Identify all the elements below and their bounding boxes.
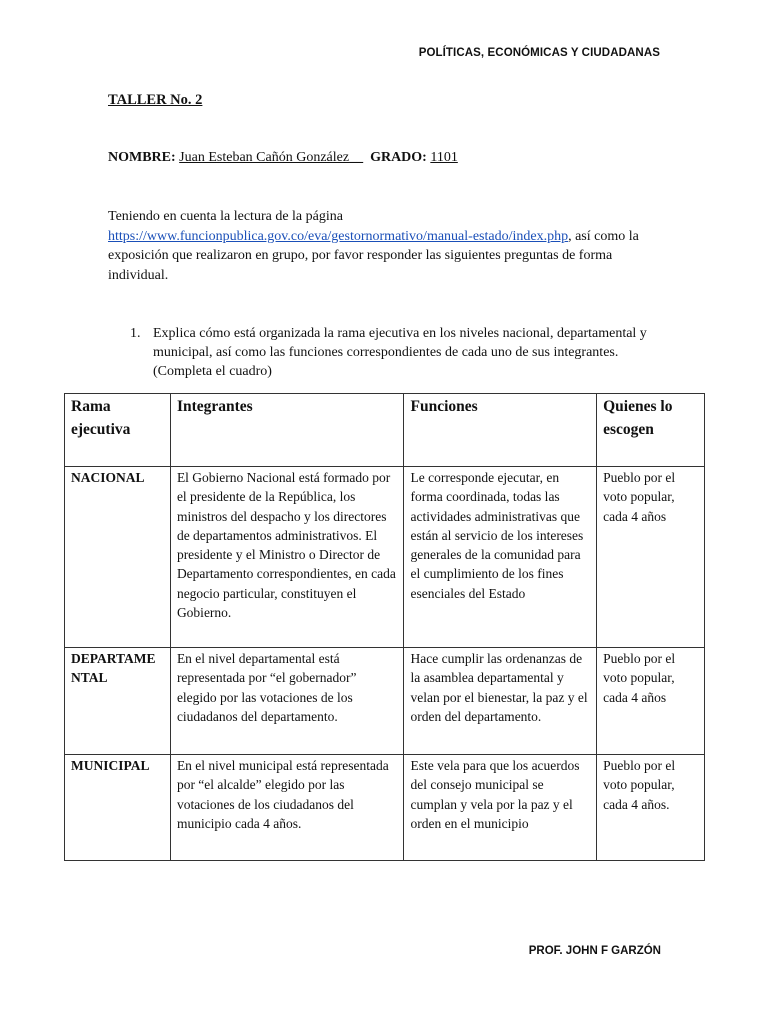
cell-rama: DEPARTAMENTAL (65, 648, 171, 755)
teacher-name: PROF. JOHN F GARZÓN (528, 945, 661, 957)
name-value: Juan Esteban Cañón González (179, 150, 350, 165)
header-rama: Rama ejecutiva (65, 394, 171, 467)
course-header: POLÍTICAS, ECONÓMICAS Y CIUDADANAS (418, 47, 660, 59)
cell-escogen: Pueblo por el voto popular, cada 4 años (597, 648, 705, 755)
instructions-paragraph (108, 207, 668, 285)
table-row (65, 467, 705, 648)
cell-escogen: Pueblo por el voto popular, cada 4 años (597, 467, 705, 648)
page-title: TALLER No. 2 (108, 92, 203, 108)
intro-text-end: , así como la exposición que realizaron en grupo, por favor responder las siguientes preguntas de forma individual. (108, 228, 639, 283)
header-integrantes: Integrantes (170, 394, 404, 467)
reference-link[interactable]: https://www.funcionpublica.gov.co/eva/gestornormativo/manual-estado/index.php (108, 228, 569, 244)
question-1 (130, 324, 670, 381)
question-number: 1. (130, 326, 141, 341)
cell-escogen: Pueblo por el voto popular, cada 4 años. (597, 755, 705, 861)
cell-rama: MUNICIPAL (65, 755, 171, 861)
grade-value: 1101 (430, 150, 458, 165)
grade-label: GRADO: (370, 150, 427, 165)
header-funciones: Funciones (404, 394, 597, 467)
cell-funciones: Hace cumplir las ordenanzas de la asamblea departamental y velan por el bienestar, la paz y el orden del departamento. (404, 648, 597, 755)
table-row (65, 755, 705, 861)
cell-integrantes: El Gobierno Nacional está formado por el presidente de la República, los ministros del despacho y los directores de departamentos administrativos. El presidente y el Ministro o Director de Departamento correspondientes, en cada negocio particular, constituyen el Gobierno. (170, 467, 404, 648)
ejecutiva-table (64, 393, 705, 861)
cell-rama: NACIONAL (65, 467, 171, 648)
table-header-row (65, 394, 705, 467)
cell-funciones: Le corresponde ejecutar, en forma coordinada, todas las actividades administrativas que están al servicio de los intereses generales de la comunidad para el cumplimiento de los fines esenciales del Estado (404, 467, 597, 648)
header-escogen: Quienes lo escogen (597, 394, 705, 467)
student-info: NOMBRE: Juan Esteban Cañón González__ GRADO: 1101 (108, 150, 458, 165)
table-row (65, 648, 705, 755)
intro-text-start: Teniendo en cuenta la lectura de la página (108, 209, 343, 224)
cell-integrantes: En el nivel departamental está representada por “el gobernador” elegido por las votaciones de los ciudadanos del departamento. (170, 648, 404, 755)
cell-integrantes: En el nivel municipal está representada por “el alcalde” elegido por las votaciones de los ciudadanos del municipio cada 4 años. (170, 755, 404, 861)
cell-funciones: Este vela para que los acuerdos del consejo municipal se cumplan y vela por la paz y el orden en el municipio (404, 755, 597, 861)
name-label: NOMBRE: (108, 150, 176, 165)
question-text: Explica cómo está organizada la rama ejecutiva en los niveles nacional, departamental y municipal, así como las funciones correspondientes de cada uno de sus integrantes. (Completa el cuadro) (153, 326, 647, 379)
